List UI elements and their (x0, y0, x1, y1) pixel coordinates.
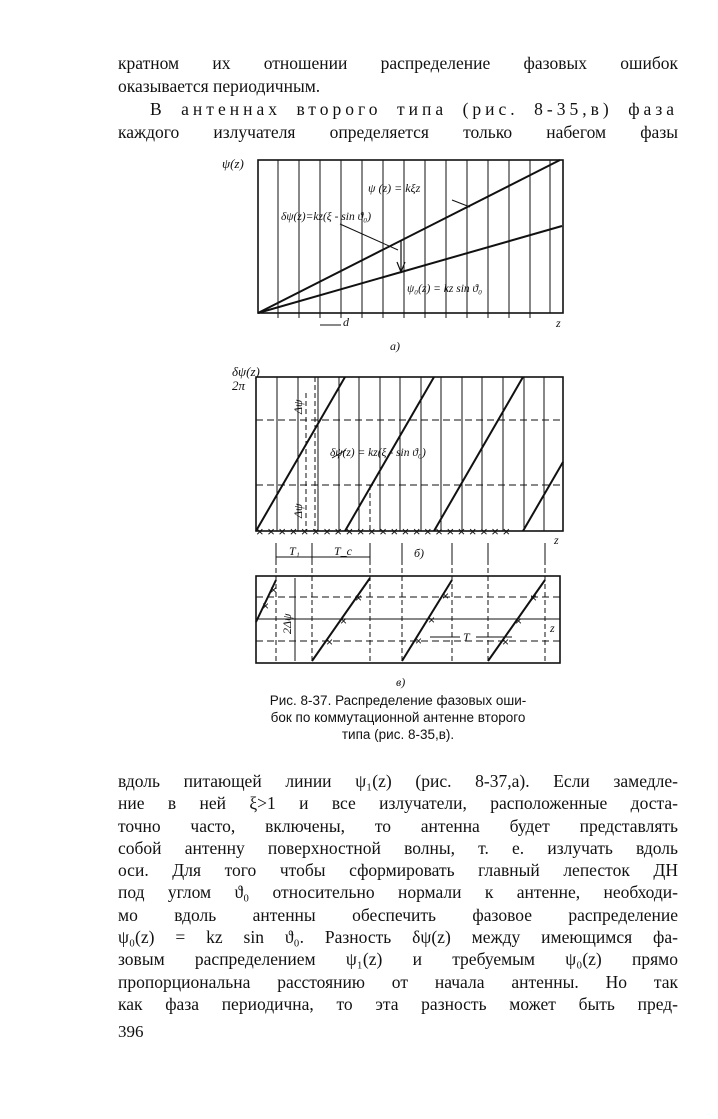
fig-a-psi0-label: ψ₀(z) = kz sin ϑ₀ (407, 283, 483, 295)
fig-b-sublabel: б) (414, 546, 425, 560)
svg-text:×: × (340, 614, 348, 628)
figure-b (232, 364, 563, 560)
text-line: мо вдоль антенны обеспечить фазовое распределение (118, 904, 678, 925)
fig-c-sublabel: в) (396, 675, 406, 689)
text-line: ψ₀(z) = kz sin ϑ₀. Разность δψ(z) между имеющимся фа- (118, 927, 678, 948)
fig-b-dpsi-bottom: Δψ (291, 503, 305, 518)
svg-text:×: × (262, 599, 270, 613)
caption-line: типа (рис. 8-35,в). (341, 727, 455, 742)
fig-b-delta-label: δψ(z) = kz(ξ - sin ϑ₀) (330, 447, 426, 459)
figure-c (256, 560, 560, 689)
svg-text:×: × (442, 589, 450, 603)
x-marks: × × × × × × × × × × × × × × × × × × × × × × × (256, 524, 511, 539)
fig-a-sublabel: а) (390, 339, 400, 353)
svg-text:×: × (415, 634, 423, 648)
text-line: В антеннах второго типа (рис. 8-35,в) фаза (150, 99, 678, 119)
fig-c-2dpsi: 2Δψ (280, 613, 294, 634)
fig-b-T1: T₁ (289, 544, 300, 558)
text-line: оси. Для того чтобы сформировать главный лепесток ДН (118, 860, 678, 881)
text-line: точно часто, включены, то антенна будет представлять (118, 815, 678, 836)
text-line: ние в ней ξ>1 и все излучатели, расположенные доста- (118, 793, 678, 814)
text-line: как фаза периодична, то эта разность может быть пред- (118, 993, 678, 1014)
fig-b-dpsi-top: Δψ (291, 399, 305, 414)
fig-b-Tc: T_c (334, 544, 352, 558)
text-line: собой антенну поверхностной волны, т. е. излучать вдоль (118, 837, 678, 858)
fig-a-d-label: d (343, 315, 349, 329)
fig-c-T: T (463, 630, 470, 644)
svg-text:×: × (515, 614, 523, 628)
svg-text:×: × (502, 635, 510, 649)
svg-text:×: × (270, 583, 278, 597)
fig-a-delta-label: δψ(z)=kz(ξ - sin ϑ₀) (281, 211, 372, 223)
text-line: пропорциональна расстоянию от начала антенны. Но так (118, 971, 678, 992)
body-paragraph (118, 770, 678, 1015)
svg-text:×: × (355, 591, 363, 605)
svg-text:×: × (428, 613, 436, 627)
fig-b-x-axis: z (554, 533, 559, 547)
text-line: вдоль питающей линии ψ₁(z) (рис. 8-37,а). Если замедле- (118, 771, 678, 791)
fig-b-y-axis: δψ(z) (232, 364, 260, 379)
caption-line: бок по коммутационной антенне второго (270, 710, 526, 725)
svg-text:×: × (530, 591, 538, 605)
fig-c-x-axis: z (550, 621, 555, 635)
fig-a-y-axis: ψ(z) (222, 156, 244, 171)
psi0-line (258, 226, 562, 313)
text-line: каждого излучателя определяется только набегом фазы (118, 122, 678, 142)
fig-a-psi-label: ψ (z) = kξz (368, 181, 421, 195)
page-number: 396 (118, 1022, 144, 1041)
caption-line: Рис. 8-37. Распределение фазовых оши- (269, 693, 527, 708)
text-line: оказывается периодичным. (118, 76, 321, 96)
fig-a-x-axis: z (556, 316, 561, 330)
fig-b-y-tick: 2π (232, 378, 246, 393)
figure-a (222, 156, 563, 353)
figure-caption (228, 692, 568, 743)
text-line: зовым распределением ψ₁(z) и требуемым ψ₀(z) прямо (118, 949, 678, 970)
text-line: кратном их отношении распределение фазовых ошибок (118, 53, 678, 73)
text-line: под углом ϑ₀ относительно нормали к антенне, необходи- (118, 882, 678, 903)
svg-text:×: × (326, 635, 334, 649)
